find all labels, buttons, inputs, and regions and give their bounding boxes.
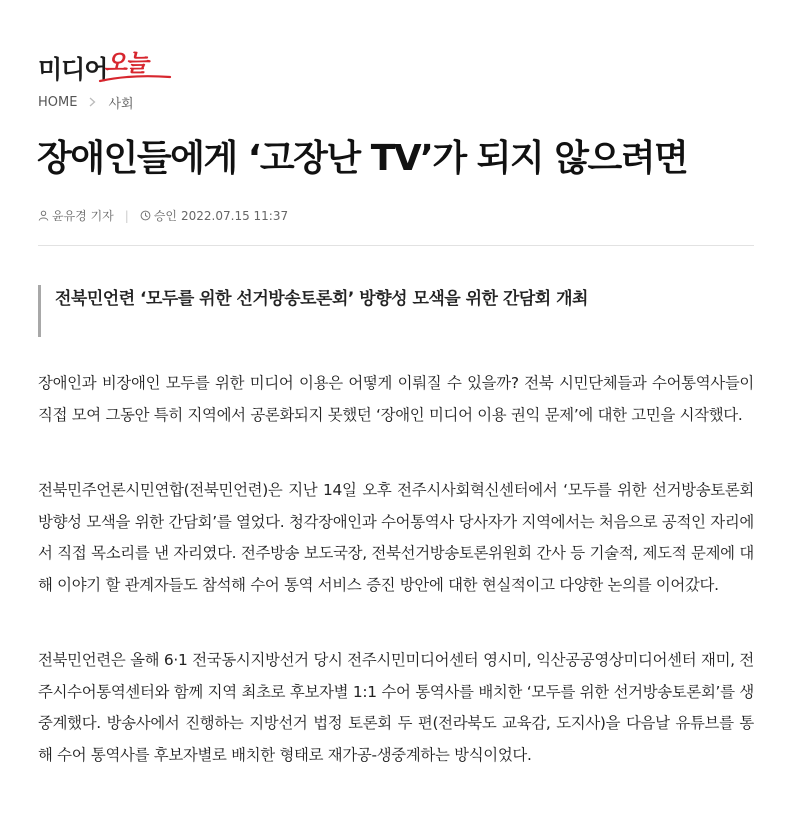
logo-text-today: 오늘 bbox=[104, 49, 147, 77]
chevron-right-icon bbox=[89, 96, 96, 110]
clock-icon bbox=[140, 210, 151, 221]
logo-text-media: 미디어 bbox=[38, 55, 108, 84]
approved-label: 승인 bbox=[153, 209, 178, 223]
article-meta bbox=[38, 207, 288, 224]
approved-time: 2022.07.15 11:37 bbox=[181, 208, 289, 223]
breadcrumb bbox=[38, 93, 134, 112]
article-paragraph: 전북민주언론시민연합(전북민언련)은 지난 14일 오후 전주시사회혁신센터에서 ‘모두를 위한 선거방송토론회 방향성 모색을 위한 간담회’를 열었다. 청각장애인과 수어통역사 당사자가 지역에서는 처음으로 공적인 자리에서 직접 목소리를 낸 자리였다. 전주방송 보도국장, 전북선거방송토론위원회 간사 등 기술적, 제도적 문제에 대해 이야기 할 관계자들도 참석해 수어 통역 서비스 증진 방안에 대한 현실적이고 다양한 논의를 이어갔다. bbox=[38, 481, 754, 594]
logo-swoosh-icon bbox=[98, 68, 172, 84]
author-name: 윤유경 기자 bbox=[52, 209, 114, 223]
divider bbox=[38, 245, 754, 246]
article-subtitle: 전북민언련 ‘모두를 위한 선거방송토론회’ 방향성 모색을 위한 간담회 개최 bbox=[55, 289, 588, 309]
site-logo[interactable] bbox=[38, 46, 178, 86]
breadcrumb-section[interactable]: 사회 bbox=[108, 97, 134, 112]
article-paragraph: 전북민언련은 올해 6·1 전국동시지방선거 당시 전주시민미디어센터 영시미, 익산공공영상미디어센터 재미, 전주시수어통역센터와 함께 지역 최초로 후보자별 1:1 수어 통역사를 배치한 ‘모두를 위한 선거방송토론회’를 생중계했다. 방송사에서 진행하는 지방선거 법정 토론회 두 편(전라북도 교육감, 도지사)을 다음날 유튜브를 통해 수어 통역사를 후보자별로 배치한 형태로 재가공-생중계하는 방식이었다. bbox=[38, 651, 754, 764]
article-title: 장애인들에게 ‘고장난 TV’가 되지 않으려면 bbox=[37, 138, 688, 179]
meta-divider: | bbox=[124, 208, 129, 223]
person-icon bbox=[38, 210, 49, 221]
breadcrumb-home[interactable]: HOME bbox=[38, 95, 78, 110]
article-paragraph: 장애인과 비장애인 모두를 위한 미디어 이용은 어떻게 이뤄질 수 있을까? 전북 시민단체들과 수어통역사들이 직접 모여 그동안 특히 지역에서 공론화되지 못했던 ‘장애인 미디어 이용 권익 문제’에 대한 고민을 시작했다. bbox=[38, 374, 754, 424]
article-subtitle-block bbox=[38, 285, 738, 337]
